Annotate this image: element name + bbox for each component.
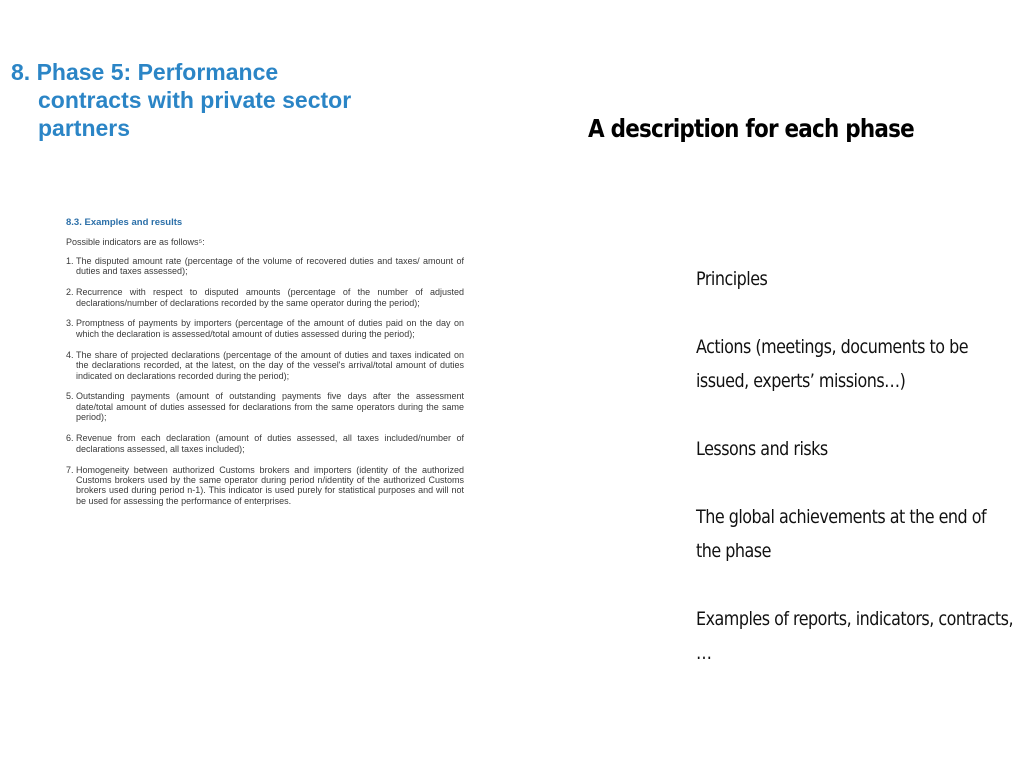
indicator-list	[66, 256, 464, 506]
slide-title: A description for each phase	[588, 114, 914, 143]
indicator-number: 3.	[66, 318, 74, 329]
indicator-number: 7.	[66, 464, 74, 475]
indicator-number: 6.	[66, 433, 74, 444]
indicator-item	[66, 350, 464, 381]
phase-description-text: Actions (meetings, documents to be issued, experts’ missions…)	[696, 336, 969, 392]
indicator-text: Homogeneity between authorized Customs brokers and importers (identity of the authorized Customs brokers used by the same operator during period n/identity of the authorized Customs brokers used during period n-1). This indicator is used purely for statistical purposes and will not be used for assessing the performance of enterprises.	[76, 464, 464, 506]
indicator-text: Promptness of payments by importers (percentage of the amount of duties paid on the day on which the declaration is assessed/total amount of duties assessed during the period);	[76, 318, 464, 339]
phase-description-text: Examples of reports, indicators, contracts, …	[696, 608, 1014, 664]
phase-description-item	[696, 432, 1014, 466]
phase-description-item	[696, 602, 1014, 670]
document-heading-line: 8. Phase 5: Performance	[11, 59, 279, 85]
phase-description-text: Lessons and risks	[696, 438, 828, 460]
document-intro: Possible indicators are as follows⁵:	[66, 237, 205, 248]
phase-description-item	[696, 330, 1014, 398]
phase-description-text: Principles	[696, 268, 768, 290]
indicator-number: 2.	[66, 287, 74, 298]
indicator-text: The disputed amount rate (percentage of the volume of recovered duties and taxes/ amount of duties and taxes assessed);	[76, 255, 464, 277]
document-heading-line: contracts with private sector	[38, 87, 352, 113]
phase-description-item	[696, 500, 1014, 568]
indicator-item	[66, 256, 464, 277]
indicator-item	[66, 391, 464, 422]
indicator-text: Recurrence with respect to disputed amounts (percentage of the number of adjusted declarations/number of declarations recorded by the same operator during the period);	[76, 287, 464, 308]
indicator-item	[66, 318, 464, 339]
indicator-item	[66, 465, 464, 507]
indicator-item	[66, 287, 464, 308]
indicator-number: 5.	[66, 391, 74, 402]
document-subheading: 8.3. Examples and results	[66, 217, 183, 228]
document-heading	[11, 58, 351, 142]
document-section	[66, 218, 464, 517]
indicator-text: The share of projected declarations (percentage of the amount of duties and taxes indicated on the declarations recorded, at the latest, on the day of the vessel's arrival/total amount of duties indicated on declarations recorded during the period);	[76, 349, 464, 381]
phase-description-list	[696, 262, 1014, 704]
phase-description-text: The global achievements at the end of the phase	[696, 506, 987, 562]
indicator-item	[66, 433, 464, 454]
indicator-text: Revenue from each declaration (amount of duties assessed, all taxes included/number of declarations assessed, all taxes included);	[76, 433, 464, 454]
indicator-number: 4.	[66, 349, 74, 360]
indicator-number: 1.	[66, 255, 74, 266]
document-heading-line: partners	[38, 115, 131, 141]
phase-description-item	[696, 262, 1014, 296]
indicator-text: Outstanding payments (amount of outstanding payments five days after the assessment date/total amount of duties assessed for declarations from the same operators during the same period);	[76, 391, 464, 423]
